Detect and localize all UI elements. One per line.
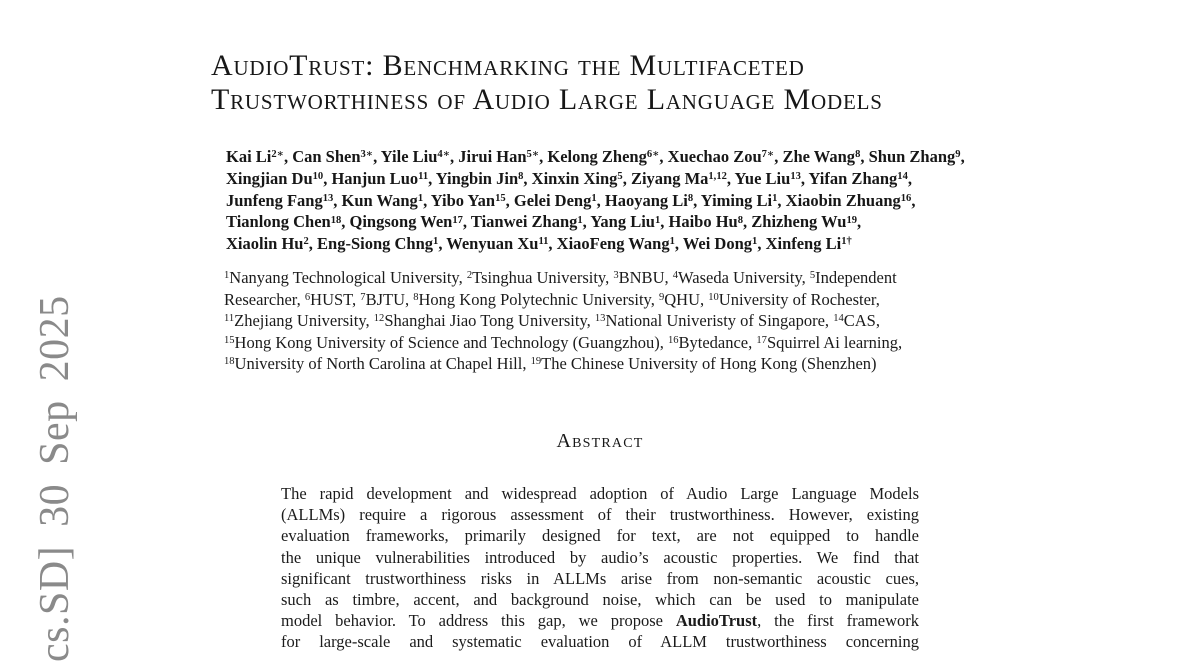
abstract-line: the unique vulnerabilities introduced by audio’s acoustic properties. We find that: [281, 547, 919, 567]
author-affiliation-superscript: 1: [417, 192, 424, 204]
author-affiliation-superscript: 1: [433, 236, 439, 248]
author-affiliation-superscript: 1†: [841, 236, 852, 248]
author-name: Yue Liu: [734, 168, 791, 188]
affiliation-line: $^{15}$Hong Kong University of Science and Technology (Guangzhou), $^{16}$Bytedance, $^{17}$Squirrel Ai learning,: [224, 332, 903, 352]
author-affiliation-superscript: 8: [518, 171, 524, 183]
author-name: Zhe Wang: [782, 147, 856, 166]
affiliation-number: 7: [360, 291, 366, 303]
author-name: Xinxin Xing: [531, 168, 618, 188]
author-name: Kelong Zheng: [547, 147, 647, 166]
author-name: Ziyang Ma: [630, 168, 709, 188]
affiliation-number: 6: [304, 291, 311, 303]
affiliation-number: 12: [373, 313, 385, 325]
author-affiliation-superscript: 10: [312, 171, 324, 183]
abstract-text: [281, 483, 919, 653]
abstract-line: such as timbre, accent, and background noise, which can be used to manipulate: [281, 589, 919, 609]
author-affiliation-superscript: 19: [846, 214, 858, 226]
affiliation-number: 8: [413, 291, 419, 303]
author-line: Xiaolin Hu$^2$, Eng-Siong Chng$^1$, Wenyuan Xu$^{11}$, XiaoFeng Wang$^1$, Wei Dong$^1$, Xinfeng $Li^{1\dagger}$: [226, 234, 852, 254]
affiliation-number: 15: [224, 334, 235, 346]
author-affiliation-superscript: 5∗: [526, 149, 540, 161]
affiliation-number: 10: [708, 291, 719, 303]
affiliation-number: 4: [672, 270, 679, 282]
affiliation-number: 2: [466, 270, 473, 282]
affiliation-list: [224, 267, 1019, 375]
affiliation-number: 5: [809, 270, 816, 282]
author-affiliation-superscript: 1: [591, 192, 597, 204]
affiliation-number: 9: [658, 291, 665, 303]
author-affiliation-superscript: 1: [669, 236, 675, 248]
author-affiliation-superscript: 3∗: [360, 149, 374, 161]
author-line: Junfeng Fang$^{13}$, Kun Wang$^1$, Yibo Yan$^{15}$, Gelei Deng$^1$, Haoyang Li$^8$, Yiming Li$^1$, Xiaobin Zhuang$^{16}$,: [226, 190, 916, 210]
author-name: Xinfeng Li: [765, 234, 842, 254]
author-affiliation-superscript: 1: [752, 236, 758, 248]
author-affiliation-superscript: 1,12: [708, 171, 727, 183]
author-affiliation-superscript: 8: [737, 214, 744, 226]
author-name: Haibo Hu: [668, 212, 738, 232]
author-name: Hanjun Luo: [331, 168, 419, 188]
author-affiliation-superscript: 2: [303, 236, 309, 248]
affiliation-number: 17: [756, 334, 767, 346]
author-affiliation-superscript: 9: [955, 149, 961, 161]
paper-title-line1: AudioTrust: Benchmarking the Multifaceted: [211, 49, 805, 82]
author-line: Tianlong Chen$^{18}$, Qingsong Wen$^{17}$, Tianwei Zhang$^1$, Yang Liu$^1$, Haibo Hu$^8$, Zhizheng Wu$^{19}$,: [226, 212, 862, 232]
author-affiliation-superscript: 2∗: [271, 149, 284, 161]
paper-title: [211, 49, 1011, 116]
abstract-heading: Abstract: [556, 430, 644, 452]
author-affiliation-superscript: 14: [897, 171, 908, 183]
paper-title-line2: Trustworthiness of Audio Large Language Models: [211, 82, 883, 116]
framework-name-bold: AudioTrust: [675, 611, 758, 631]
affiliation-number: 16: [667, 334, 679, 346]
affiliation-line: $^{11}$Zhejiang University, $^{12}$Shanghai Jiao Tong University, $^{13}$National Univeristy of Singapore, $^{14}$CAS,: [224, 311, 880, 330]
author-name: Jirui Han: [458, 147, 527, 166]
affiliation-number: 3: [613, 270, 619, 282]
author-name: Yang Liu: [590, 212, 655, 232]
author-affiliation-superscript: 8: [855, 149, 861, 161]
author-name: Shun Zhang: [868, 147, 956, 166]
author-name: Xiaobin Zhuang: [785, 190, 901, 210]
abstract-line: (ALLMs) require a rigorous assessment of their trustworthiness. However, existing: [281, 505, 919, 525]
affiliation-number: 18: [224, 356, 235, 368]
abstract-line: model behavior. To address this gap, we propose AudioTrust, the first framework: [281, 611, 919, 631]
author-name: Can Shen: [292, 147, 361, 166]
abstract-line: The rapid development and widespread adoption of Audio Large Language Models: [281, 484, 919, 503]
author-name: Kun Wang: [341, 190, 418, 210]
author-affiliation-superscript: 4∗: [437, 149, 450, 161]
affiliation-line: Researcher, $^6$HUST, $^7$BJTU, $^8$Hong Kong Polytechnic University, $^9$QHU, $^{10}$University of Rochester,: [224, 289, 880, 309]
author-name: Wei Dong: [682, 234, 753, 254]
author-affiliation-superscript: 5: [617, 171, 623, 183]
author-name: Yibo Yan: [430, 190, 496, 210]
affiliation-number: 11: [224, 313, 235, 325]
author-name: Junfeng Fang: [226, 190, 323, 210]
affiliation-number: 1: [224, 270, 230, 282]
author-affiliation-superscript: 16: [900, 192, 912, 204]
author-name: Wenyuan Xu: [446, 234, 539, 254]
author-list: [226, 146, 1021, 255]
author-affiliation-superscript: 7∗: [761, 149, 775, 161]
author-name: Xingjian Du: [226, 168, 313, 188]
affiliation-number: 13: [594, 313, 606, 325]
author-affiliation-superscript: 6∗: [646, 149, 660, 161]
author-name: Haoyang Li: [604, 190, 688, 210]
author-name: Kai Li: [226, 147, 272, 166]
author-affiliation-superscript: 17: [452, 214, 463, 226]
author-name: Tianlong Chen: [226, 212, 331, 232]
author-affiliation-superscript: 8: [687, 192, 694, 204]
author-name: Eng-Siong Chng: [317, 234, 434, 254]
affiliation-number: 14: [833, 313, 844, 325]
author-name: Tianwei Zhang: [470, 212, 578, 232]
author-name: Yiming Li: [700, 190, 773, 210]
affiliation-line: $^{18}$University of North Carolina at Chapel Hill, $^{19}$The Chinese University of Hong Kong (Shenzhen): [224, 354, 877, 373]
author-name: Yingbin Jin: [435, 168, 519, 188]
abstract-line: evaluation frameworks, primarily designed for text, are not equipped to handle: [281, 526, 919, 546]
author-affiliation-superscript: 1: [772, 192, 778, 204]
author-affiliation-superscript: 11: [538, 236, 549, 248]
author-affiliation-superscript: 11: [418, 171, 429, 183]
author-affiliation-superscript: 18: [330, 214, 342, 226]
affiliation-number: 19: [530, 356, 542, 368]
abstract-line: for large-scale and systematic evaluation of ALLM trustworthiness concerning: [281, 632, 919, 652]
author-name: Zhizheng Wu: [751, 212, 847, 232]
author-name: Qingsong Wen: [349, 212, 453, 232]
author-name: Gelei Deng: [513, 190, 592, 210]
author-name: Yifan Zhang: [808, 168, 898, 188]
author-affiliation-superscript: 1: [577, 214, 583, 226]
author-affiliation-superscript: 13: [322, 192, 334, 204]
author-name: Xuechao Zou: [667, 147, 762, 166]
arxiv-watermark: cs.SD] 30 Sep 2025: [32, 295, 78, 662]
author-line: Kai $Li^{2∗}$, Can Shen$^{3∗}$, Yile Liu$^{4∗}$, Jirui Han$^{5∗}$, Kelong Zheng$^{6∗}$, Xuechao Zou$^{7∗}$, Zhe Wang$^8$, Shun Zhang$^9$,: [226, 147, 965, 166]
author-name: XiaoFeng Wang: [556, 234, 670, 254]
author-affiliation-superscript: 13: [790, 171, 801, 183]
author-name: Xiaolin Hu: [226, 234, 304, 254]
author-affiliation-superscript: 15: [495, 192, 506, 204]
abstract-line: significant trustworthiness risks in ALLMs arise from non-semantic acoustic cues,: [281, 568, 919, 588]
author-affiliation-superscript: 1: [654, 214, 661, 226]
affiliation-line: $^1$Nanyang Technological University, $^2$Tsinghua University, $^3$BNBU, $^4$Waseda University, $^5$Independent: [224, 268, 897, 287]
author-line: Xingjian Du$^{10}$, Hanjun Luo$^{11}$, Yingbin Jin$^8$, Xinxin Xing$^5$, Ziyang Ma$^{1,12}$, Yue Liu$^{13}$, Yifan Zhang$^{14}$,: [226, 168, 912, 188]
author-name: Yile Liu: [380, 147, 438, 166]
